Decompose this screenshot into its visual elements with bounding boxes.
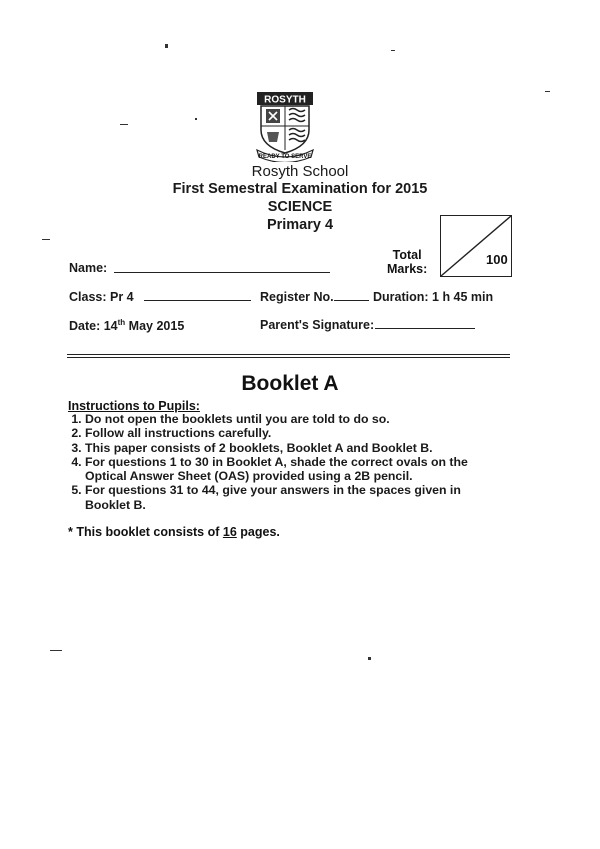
scan-speck xyxy=(368,657,371,660)
marks-label: Marks: xyxy=(387,262,428,276)
name-field[interactable] xyxy=(114,272,330,273)
svg-text:READY TO SERVE: READY TO SERVE xyxy=(258,154,312,160)
scan-speck xyxy=(120,124,128,125)
note-page-count: 16 xyxy=(222,525,237,539)
level-title: Primary 4 xyxy=(266,217,334,233)
page-count-note xyxy=(68,525,280,539)
instruction-item: 2. Follow all instructions carefully. xyxy=(85,426,505,440)
scan-speck xyxy=(195,118,197,120)
exam-title: First Semestral Examination for 2015 xyxy=(172,181,428,197)
date-label xyxy=(69,318,184,333)
instruction-item: 4. For questions 1 to 30 in Booklet A, shade the correct ovals on the Optical Answer Sheet (OAS) provided using a 2B pencil. xyxy=(85,455,505,484)
instructions-list xyxy=(68,412,505,512)
marks-total: 100 xyxy=(486,252,508,267)
instructions-heading: Instructions to Pupils: xyxy=(68,399,200,413)
register-field[interactable] xyxy=(334,300,369,301)
divider-rule-top xyxy=(67,354,510,355)
svg-text:ROSYTH: ROSYTH xyxy=(264,94,306,106)
date-suffix: th xyxy=(117,318,126,327)
name-label: Name: xyxy=(69,261,108,275)
scan-speck xyxy=(391,50,395,51)
scan-speck xyxy=(42,239,50,240)
scan-speck xyxy=(165,44,168,48)
instruction-item: 5. For questions 31 to 44, give your answers in the spaces given in Booklet B. xyxy=(85,483,505,512)
class-label: Class: Pr 4 xyxy=(69,290,134,304)
booklet-title: Booklet A xyxy=(241,372,339,395)
marks-diagonal xyxy=(441,216,511,276)
signature-label: Parent's Signature: xyxy=(260,318,375,332)
school-name: Rosyth School xyxy=(251,163,349,180)
instruction-item: 3. This paper consists of 2 booklets, Booklet A and Booklet B. xyxy=(85,441,505,455)
note-suffix: pages. xyxy=(236,525,280,539)
scan-speck xyxy=(545,91,550,92)
class-field[interactable] xyxy=(144,300,251,301)
duration-label: Duration: 1 h 45 min xyxy=(373,290,494,304)
instruction-item: 1. Do not open the booklets until you are told to do so. xyxy=(85,412,505,426)
total-marks-label xyxy=(387,248,427,276)
total-label: Total xyxy=(392,248,422,262)
note-prefix: * This booklet consists of xyxy=(68,525,223,539)
marks-box xyxy=(440,215,512,277)
signature-field[interactable] xyxy=(375,328,475,329)
date-day: Date: 14 xyxy=(69,319,118,334)
school-crest-logo xyxy=(253,90,317,162)
date-month-year: May 2015 xyxy=(125,319,185,334)
subject-title: SCIENCE xyxy=(267,199,333,215)
register-label: Register No. xyxy=(260,290,334,304)
divider-rule-bottom xyxy=(67,357,510,358)
scan-speck xyxy=(50,650,62,651)
